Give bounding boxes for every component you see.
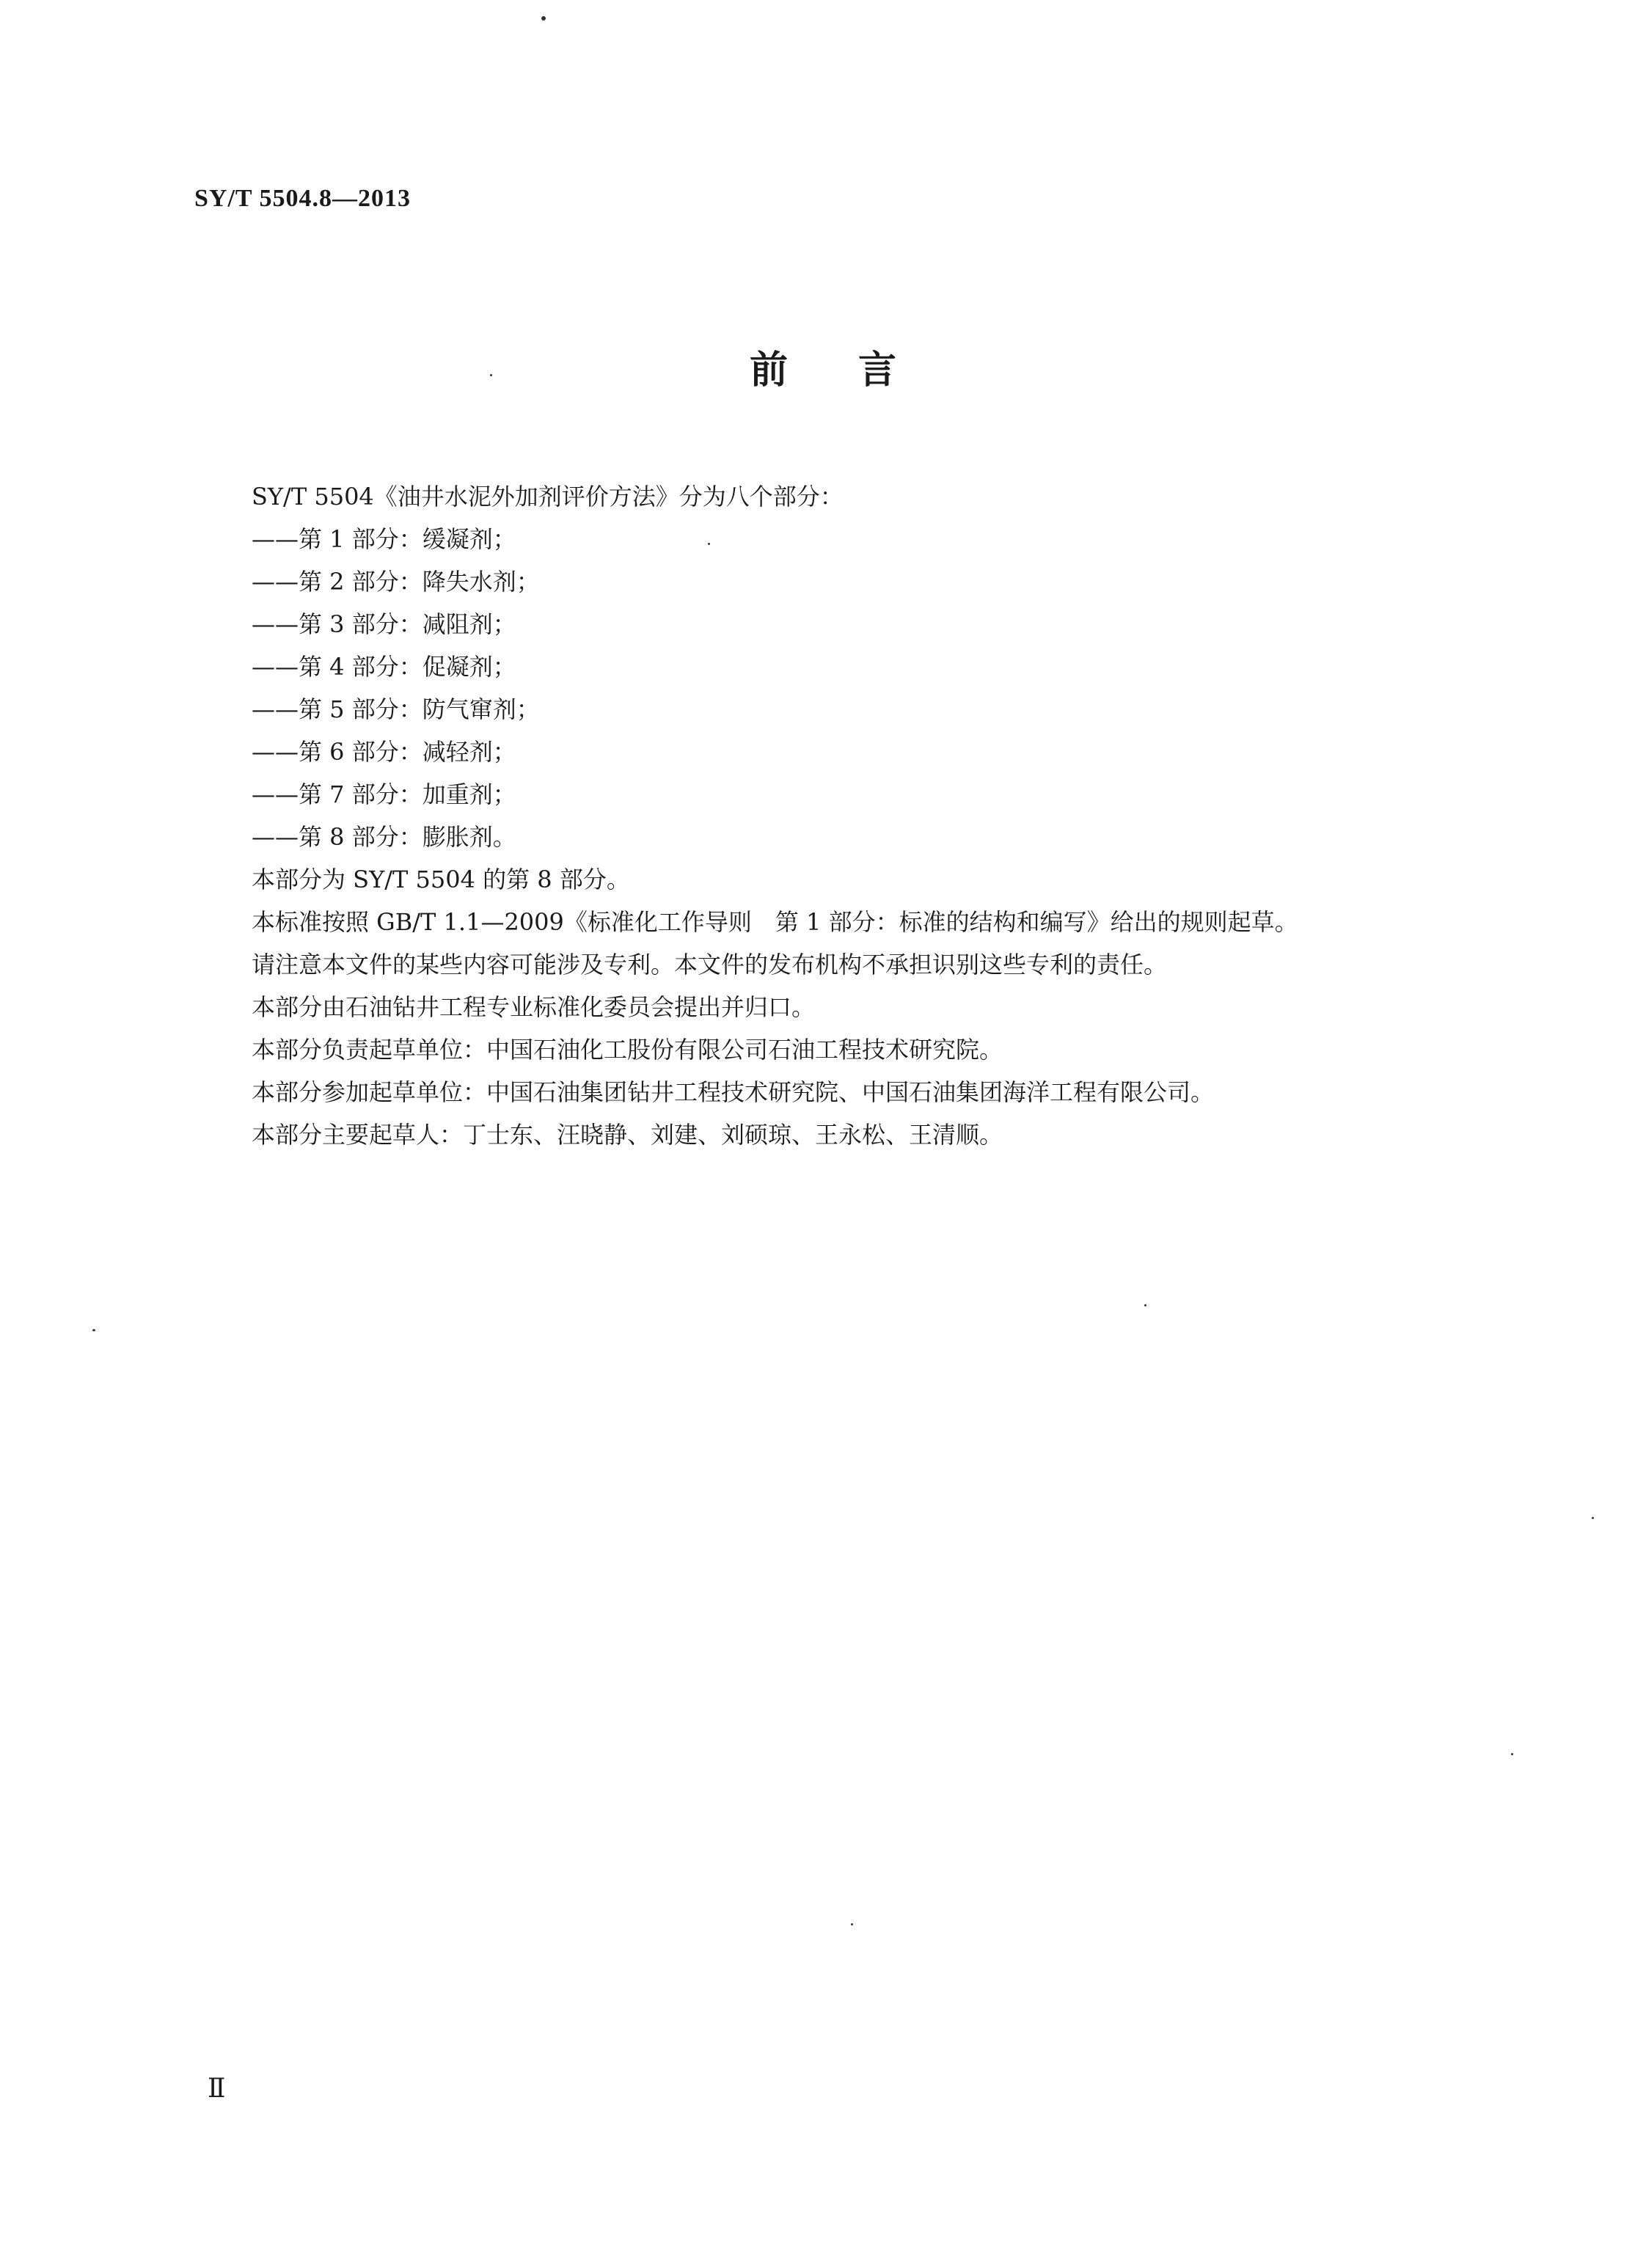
main-drafters-paragraph: 本部分主要起草人：丁士东、汪晓静、刘建、刘硕琼、王永松、王清顺。 — [252, 1121, 1003, 1149]
proposer-paragraph: 本部分由石油钻井工程专业标准化委员会提出并归口。 — [252, 993, 816, 1021]
document-body — [194, 475, 1471, 1156]
scan-speck — [541, 16, 546, 21]
list-item: ——第 8 部分：膨胀剂。 — [252, 823, 516, 851]
list-item: ——第 5 部分：防气窜剂； — [252, 695, 540, 723]
patent-notice: 请注意本文件的某些内容可能涉及专利。本文件的发布机构不承担识别这些专利的责任。 — [252, 951, 1168, 978]
scan-speck — [1511, 1753, 1513, 1755]
standard-code: SY/T 5504.8—2013 — [194, 185, 411, 212]
page-title: 前言 — [749, 348, 967, 392]
page-number: Ⅱ — [208, 2074, 226, 2103]
scan-speck — [490, 374, 492, 376]
list-item: ——第 6 部分：减轻剂； — [252, 738, 516, 766]
intro-paragraph: SY/T 5504《油井水泥外加剂评价方法》分为八个部分： — [252, 483, 844, 511]
scan-speck — [92, 1329, 95, 1331]
scan-speck — [1144, 1304, 1146, 1306]
lead-drafter-paragraph: 本部分负责起草单位：中国石油化工股份有限公司石油工程技术研究院。 — [252, 1036, 1003, 1064]
scan-speck — [708, 543, 710, 545]
participating-drafters-paragraph: 本部分参加起草单位：中国石油集团钻井工程技术研究院、中国石油集团海洋工程有限公司。 — [252, 1078, 1215, 1106]
parts-list — [194, 518, 1471, 858]
list-item: ——第 7 部分：加重剂； — [252, 780, 516, 808]
list-item: ——第 1 部分：缓凝剂； — [252, 525, 516, 553]
scan-speck — [851, 1923, 853, 1925]
part-statement: 本部分为 SY/T 5504 的第 8 部分。 — [252, 866, 630, 893]
list-item: ——第 2 部分：降失水剂； — [252, 568, 540, 596]
list-item: ——第 3 部分：减阻剂； — [252, 610, 516, 638]
scan-speck — [1592, 1517, 1594, 1519]
drafting-rules-paragraph: 本标准按照 GB/T 1.1—2009《标准化工作导则 第 1 部分：标准的结构和编写》给出的规则起草。 — [252, 908, 1298, 936]
list-item: ——第 4 部分：促凝剂； — [252, 653, 516, 681]
